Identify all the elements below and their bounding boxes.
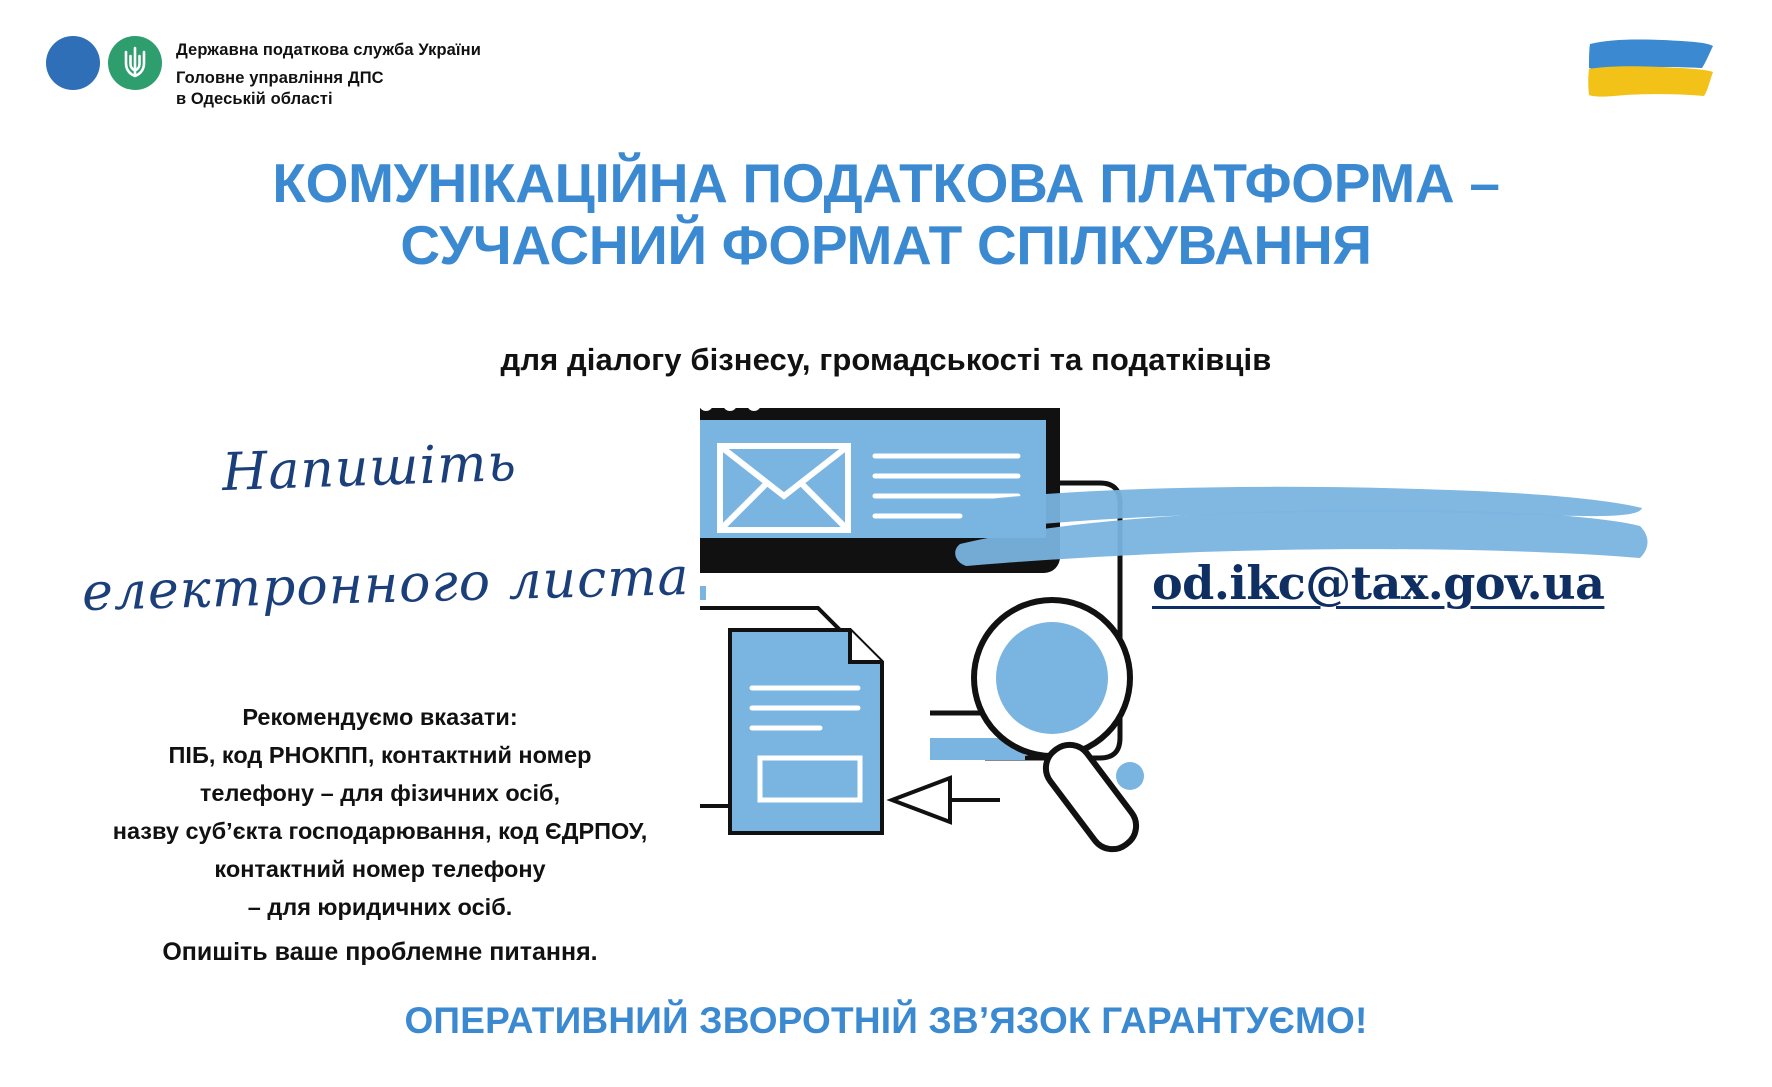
loading-dots-icon — [700, 586, 706, 600]
footer-slogan: ОПЕРАТИВНИЙ ЗВОРОТНІЙ ЗВ’ЯЗОК ГАРАНТУЄМО! — [404, 1000, 1368, 1041]
org-department-line-2: в Одеській області — [176, 90, 333, 109]
recommendations-line-2: ПІБ, код РНОКПП, контактний номер — [168, 742, 592, 769]
recommendations-line-7: Опишіть ваше проблемне питання. — [162, 938, 598, 967]
handwritten-line-2: електронного листа — [81, 547, 691, 623]
header — [46, 34, 481, 110]
email-address[interactable]: od.ikc@tax.gov.ua — [1152, 556, 1605, 610]
page-subtitle: для діалогу бізнесу, громадськості та податківців — [500, 342, 1272, 377]
page-title — [0, 152, 1772, 276]
org-name: Державна податкова служба України — [176, 41, 481, 59]
recommendations-line-3: телефону – для фізичних осіб, — [199, 780, 561, 807]
documents-icon — [700, 608, 882, 833]
ukraine-flag-brush-icon — [1586, 36, 1716, 102]
recommendations-line-4: назву суб’єкта господарювання, код ЄДРПОУ, — [112, 818, 648, 845]
recommendations-line-5: контактний номер телефону — [214, 856, 546, 883]
recommendations-block — [40, 698, 720, 973]
handwritten-line-1: Напишіть — [221, 432, 518, 504]
recommendations-line-6: – для юридичних осіб. — [247, 894, 513, 921]
page-title-line-2: СУЧАСНИЙ ФОРМАТ СПІЛКУВАННЯ — [400, 214, 1372, 277]
org-department-line-1: Головне управління ДПС — [176, 69, 384, 88]
header-text — [176, 40, 481, 110]
recommendations-line-1: Рекомендуємо вказати: — [242, 704, 518, 730]
logo-group — [46, 36, 162, 90]
email-highlight — [1060, 548, 1760, 648]
circle-blue-icon — [46, 36, 100, 90]
ukraine-trident-icon — [108, 36, 162, 90]
page-title-line-1: КОМУНІКАЦІЙНА ПОДАТКОВА ПЛАТФОРМА – — [272, 152, 1500, 214]
